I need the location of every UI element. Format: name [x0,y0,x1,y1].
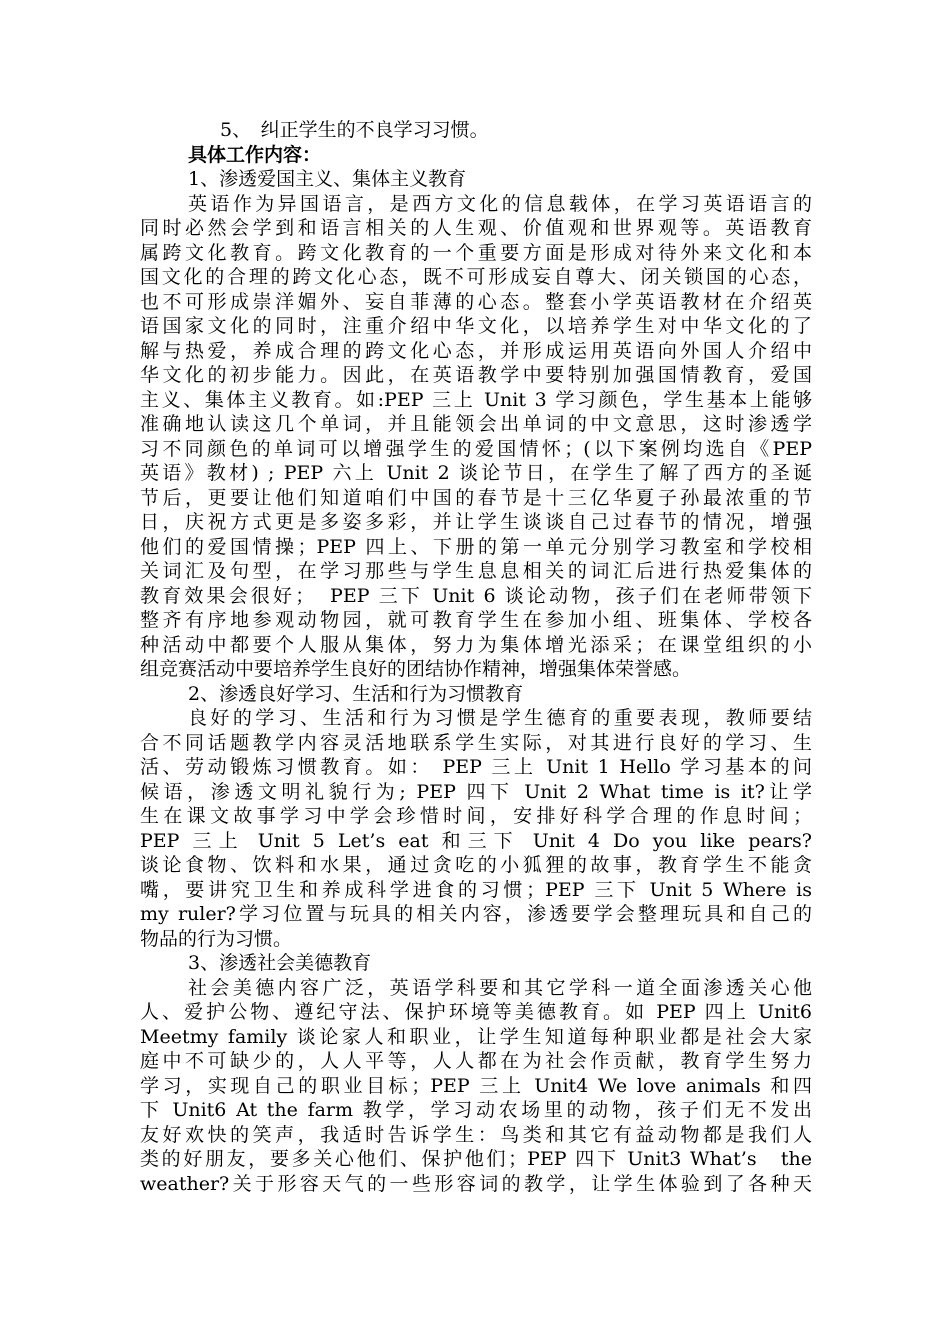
text-line: 类的好朋友，要多关心他们、保护他们；PEP 四下 Unit3 What’s the [140,1148,812,1170]
text-line: 种活动中都要个人服从集体，努力为集体增光添采；在课堂组织的小 [140,633,812,656]
text-line: 人、爱护公物、遵纪守法、保护环境等美德教育。如 PEP 四上 Unit6 [140,1001,812,1023]
text-line: 庭中不可缺少的，人人平等，人人都在为社会作贡献，教育学生努力 [140,1050,812,1072]
text-line: 谈论食物、饮料和水果，通过贪吃的小狐狸的故事，教育学生不能贪 [140,854,812,876]
text-line: 活、劳动锻炼习惯教育。如： PEP 三上 Unit 1 Hello 学习基本的问 [140,756,812,778]
text-line: 同时必然会学到和语言相关的人生观、价值观和世界观等。英语教育 [140,217,812,239]
text-line: 英语》教材) ; PEP 六上 Unit 2 谈论节日，在学生了解了西方的圣诞 [140,462,812,484]
text-line: PEP 三上 Unit 5 Let’s eat 和三下 Unit 4 Do you like pears? [140,829,812,852]
text-line: 他们的爱国情操；PEP 四上、下册的第一单元分别学习教室和学校相 [140,535,812,558]
text-line: 社会美德内容广泛，英语学科要和其它学科一道全面渗透关心他 [188,976,812,999]
text-line: 友好欢快的笑声，我适时告诉学生：鸟类和其它有益动物都是我们人 [140,1123,812,1146]
text-line: 华文化的初步能力。因此，在英语教学中要特别加强国情教育，爱国 [140,364,812,386]
text-line: 学习，实现自己的职业目标；PEP 三上 Unit4 We love animals 和四 [140,1074,812,1097]
text-line: 嘴，要讲究卫生和养成科学进食的习惯；PEP 三下 Unit 5 Where is [140,878,812,901]
text-line: 语国家文化的同时，注重介绍中华文化，以培养学生对中华文化的了 [140,315,812,337]
text-line: 生在课文故事学习中学会珍惜时间，安排好科学合理的作息时间； [140,805,812,827]
text-line: 1、渗透爱国主义、集体主义教育 [188,168,467,190]
text-line: 教育效果会很好； PEP 三下 Unit 6 谈论动物，孩子们在老师带领下 [140,584,812,607]
text-line: weather?关于形容天气的一些形容词的教学，让学生体验到了各种天 [140,1172,812,1195]
text-line: 日，庆祝方式更是多姿多彩，并让学生谈谈自己过春节的情况，增强 [140,511,812,533]
text-line: 关词汇及句型，在学习那些与学生息息相关的词汇后进行热爱集体的 [140,560,812,582]
text-line: 下 Unit6 At the farm 教学，学习动农场里的动物，孩子们无不发出 [140,1099,812,1121]
text-line: 3、渗透社会美德教育 [188,952,372,974]
text-line: 国文化的合理的跨文化心态，既不可形成妄自尊大、闭关锁国的心态， [140,266,812,288]
text-line: 2、渗透良好学习、生活和行为习惯教育 [188,682,524,705]
text-line: 合不同话题教学内容灵活地联系学生实际，对其进行良好的学习、生 [140,731,812,754]
text-line: 主义、集体主义教育。如:PEP 三上 Unit 3 学习颜色，学生基本上能够 [140,388,812,411]
text-line: 物品的行为习惯。 [140,927,293,950]
text-line: 候语，渗透文明礼貌行为; PEP 四下 Unit 2 What time is it?让学 [140,780,812,803]
text-line: 5、 纠正学生的不良学习习惯。 [220,119,489,141]
text-line: 解与热爱，养成合理的跨文化心态，并形成运用英语向外国人介绍中 [140,339,812,362]
text-line: 组竞赛活动中要培养学生良好的团结协作精神，增强集体荣誉感。 [140,658,692,680]
text-line: 整齐有序地参观动物园，就可教育学生在参加小组、班集体、学校各 [140,609,812,631]
text-line: Meetmy family 谈论家人和职业，让学生知道每种职业都是社会大家 [140,1025,812,1048]
text-line: 良好的学习、生活和行为习惯是学生德育的重要表现，教师要结 [188,707,812,729]
text-line: 英语作为异国语言，是西方文化的信息载体，在学习英语语言的 [188,192,812,215]
text-line: 准确地认读这几个单词，并且能领会出单词的中文意思，这时渗透学 [140,413,812,435]
text-line: 习不同颜色的单词可以增强学生的爱国情怀；(以下案例均选自《PEP [140,437,812,460]
text-line: my ruler?学习位置与玩具的相关内容，渗透要学会整理玩具和自己的 [140,903,812,925]
text-line: 属跨文化教育。跨文化教育的一个重要方面是形成对待外来文化和本 [140,241,812,264]
text-line: 节后，更要让他们知道咱们中国的春节是十三亿华夏子孙最浓重的节 [140,486,812,509]
text-line: 也不可形成崇洋媚外、妄自菲薄的心态。整套小学英语教材在介绍英 [140,290,812,313]
document-body [140,118,812,1196]
text-line: 具体工作内容： [188,143,322,166]
